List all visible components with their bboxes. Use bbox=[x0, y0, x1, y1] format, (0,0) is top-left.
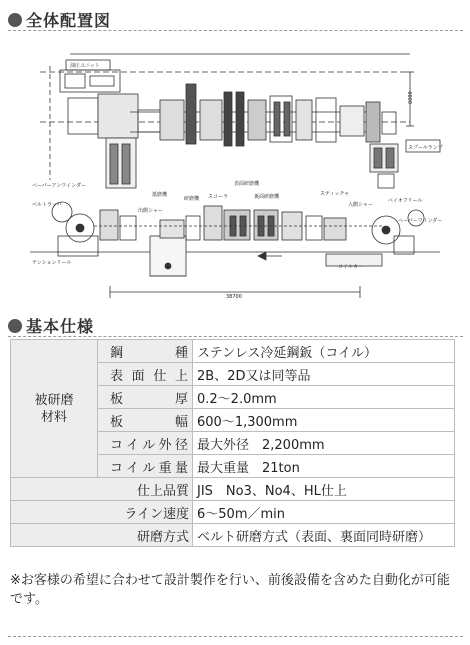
label-tension-reel: テンションリール bbox=[32, 260, 72, 266]
spec-value: ステンレス冷延鋼鈑（コイル） bbox=[193, 340, 455, 363]
spec-key: 表面仕上 bbox=[98, 363, 193, 386]
table-row bbox=[11, 501, 455, 524]
label-shear-right: 入側シャー bbox=[348, 202, 373, 208]
spec-key: コイル外径 bbox=[98, 432, 193, 455]
label-hydraulic-unit: 油圧ユニット bbox=[70, 63, 100, 69]
section-header-layout bbox=[8, 8, 111, 31]
spec-key: ライン速度 bbox=[11, 501, 193, 524]
spec-key: 仕上品質 bbox=[11, 478, 193, 501]
label-paper-winder: ペーパーワインダー bbox=[398, 218, 443, 224]
label-pay-off-reel: ペイオフリール bbox=[388, 198, 423, 204]
spec-key: コイル重量 bbox=[98, 455, 193, 478]
label-length-dim: 38700 bbox=[226, 294, 242, 300]
label-spool-lamp: スプールランプ bbox=[408, 145, 443, 151]
label-polisher-b: 研磨機 bbox=[184, 196, 200, 202]
spec-key: 鋼 種 bbox=[98, 340, 193, 363]
section-title: 全体配置図 bbox=[26, 11, 112, 30]
divider bbox=[8, 636, 463, 637]
label-paper-unwinder: ペーパーアンワインダー bbox=[32, 183, 86, 189]
plan-left-block bbox=[68, 98, 98, 134]
circle-bullet-icon bbox=[8, 319, 22, 333]
label-polisher-a: 抵磨機 bbox=[152, 192, 168, 198]
label-back-polisher: 裏面研磨機 bbox=[254, 194, 280, 200]
spec-key: 板 厚 bbox=[98, 386, 193, 409]
table-row bbox=[11, 524, 455, 547]
divider bbox=[8, 336, 463, 337]
spec-value: 2B、2D又は同等品 bbox=[193, 363, 455, 386]
label-shear-left: 出側シャー bbox=[138, 208, 163, 214]
spec-key: 板 幅 bbox=[98, 409, 193, 432]
section-title: 基本仕様 bbox=[26, 317, 95, 336]
label-coil-car: コイルカー bbox=[338, 264, 363, 270]
spec-value: 最大重量 21ton bbox=[193, 455, 455, 478]
spec-value: 0.2〜2.0mm bbox=[193, 386, 455, 409]
spec-value: 6〜50m／min bbox=[193, 501, 455, 524]
spec-value: 600〜1,300mm bbox=[193, 409, 455, 432]
label-surface-polisher: 表面研磨機 bbox=[234, 181, 260, 187]
label-belt-wrapper: ベルトラッパ bbox=[32, 202, 62, 208]
layout-drawing bbox=[10, 40, 460, 302]
label-height-dim: 6000 bbox=[408, 91, 414, 104]
circle-bullet-icon bbox=[8, 13, 22, 27]
footnote: ※お客様の希望に合わせて設計製作を行い、前後設備を含めた自動化が可能です。 bbox=[10, 573, 450, 607]
spec-table bbox=[10, 339, 455, 547]
label-stitcher: スティッチャ bbox=[320, 191, 350, 197]
section-header-spec bbox=[8, 314, 94, 337]
spec-value: 最大外径 2,200mm bbox=[193, 432, 455, 455]
spec-value: JIS No3、No4、HL仕上 bbox=[193, 478, 455, 501]
material-group-label: 被研磨 材料 bbox=[11, 340, 98, 478]
table-row bbox=[11, 340, 455, 363]
spec-key: 研磨方式 bbox=[11, 524, 193, 547]
divider bbox=[8, 30, 463, 31]
spec-value: ベルト研磨方式（表面、裏面同時研磨） bbox=[193, 524, 455, 547]
table-row bbox=[11, 478, 455, 501]
label-scorer: スコーラ bbox=[208, 194, 229, 200]
